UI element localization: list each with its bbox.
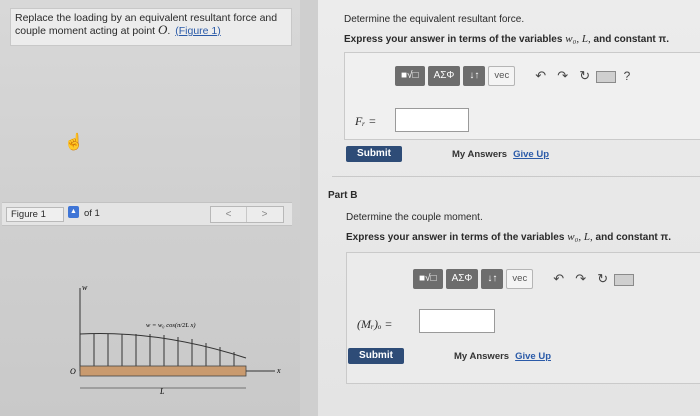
- load-curve: [80, 334, 246, 359]
- vec-button[interactable]: vec: [506, 269, 533, 289]
- origin-label: O: [70, 367, 76, 376]
- load-arrows: [94, 334, 234, 366]
- templates-button[interactable]: ■√□: [413, 269, 443, 289]
- figure-link[interactable]: (Figure 1): [175, 25, 221, 37]
- reset-icon[interactable]: ↻: [597, 271, 609, 286]
- my-answers-link[interactable]: My Answers: [452, 149, 508, 160]
- fr-input[interactable]: [395, 108, 469, 132]
- part-b-prompt: Determine the couple moment.: [346, 212, 483, 223]
- keyboard-icon[interactable]: [596, 71, 616, 83]
- keyboard-icon[interactable]: [614, 274, 634, 286]
- part-b-answer-links: [454, 351, 551, 362]
- next-figure-button[interactable]: >: [261, 209, 268, 220]
- part-a-answer-links: [452, 149, 549, 160]
- greek-button[interactable]: ΑΣΦ: [446, 269, 479, 289]
- figure-label: Figure 1: [6, 207, 64, 222]
- figure-pager: [210, 206, 284, 223]
- part-divider: [332, 176, 700, 177]
- figure-count: of 1: [84, 208, 100, 219]
- undo-icon[interactable]: ↶: [535, 68, 547, 83]
- my-answers-link[interactable]: My Answers: [454, 351, 510, 362]
- prev-figure-button[interactable]: <: [211, 207, 247, 222]
- greek-button[interactable]: ΑΣΦ: [428, 66, 461, 86]
- problem-text: Replace the loading by an equivalent resultant force and couple moment acting at point: [15, 12, 278, 37]
- point-symbol: O: [158, 22, 168, 37]
- templates-button[interactable]: ■√□: [395, 66, 425, 86]
- part-b-variables: w₀, L,: [567, 231, 593, 243]
- w-axis-label: w: [82, 283, 88, 292]
- fr-label: Fᵣ =: [355, 114, 377, 128]
- length-label: L: [160, 387, 165, 396]
- redo-icon[interactable]: ↷: [575, 271, 587, 286]
- load-function-label: w = w₀ cos(π/2L x): [146, 322, 196, 329]
- part-b-toolbar: [413, 269, 642, 289]
- beam-figure: [60, 276, 300, 406]
- part-a-variables: w₀, L,: [565, 33, 591, 45]
- x-axis-label: x: [277, 366, 281, 375]
- mr-input[interactable]: [419, 309, 495, 333]
- undo-icon[interactable]: ↶: [553, 271, 565, 286]
- hand-cursor-icon: ☝: [64, 134, 84, 151]
- beam: [80, 366, 246, 376]
- right-panel: [318, 0, 700, 416]
- part-b-submit-button[interactable]: Submit: [348, 348, 404, 364]
- sort-button[interactable]: ↓↑: [481, 269, 503, 289]
- part-a-toolbar: [395, 66, 630, 86]
- reset-icon[interactable]: ↻: [579, 68, 591, 83]
- part-a-answer-box: [344, 52, 700, 140]
- part-b-answer-box: [346, 252, 700, 384]
- part-a-submit-button[interactable]: Submit: [346, 146, 402, 162]
- part-b-title: Part B: [328, 190, 358, 201]
- figure-select-button[interactable]: ▲: [68, 206, 79, 218]
- left-panel: [0, 0, 300, 416]
- give-up-link[interactable]: Give Up: [513, 149, 549, 160]
- help-icon[interactable]: ?: [623, 69, 631, 83]
- redo-icon[interactable]: ↷: [557, 68, 569, 83]
- give-up-link[interactable]: Give Up: [515, 351, 551, 362]
- sort-button[interactable]: ↓↑: [463, 66, 485, 86]
- problem-statement: Replace the loading by an equivalent resultant force and couple moment acting at point O. (Figure 1): [10, 8, 292, 46]
- vec-button[interactable]: vec: [488, 66, 515, 86]
- part-a-instruction: Express your answer in terms of the variables w₀, L, and constant π.: [344, 33, 669, 45]
- part-a-prompt: Determine the equivalent resultant force.: [344, 14, 525, 25]
- figure-navigation-bar: [2, 202, 292, 226]
- part-b-instruction: Express your answer in terms of the variables w₀, L, and constant π.: [346, 231, 671, 243]
- mr-label: (Mᵣ)ₒ =: [357, 317, 393, 331]
